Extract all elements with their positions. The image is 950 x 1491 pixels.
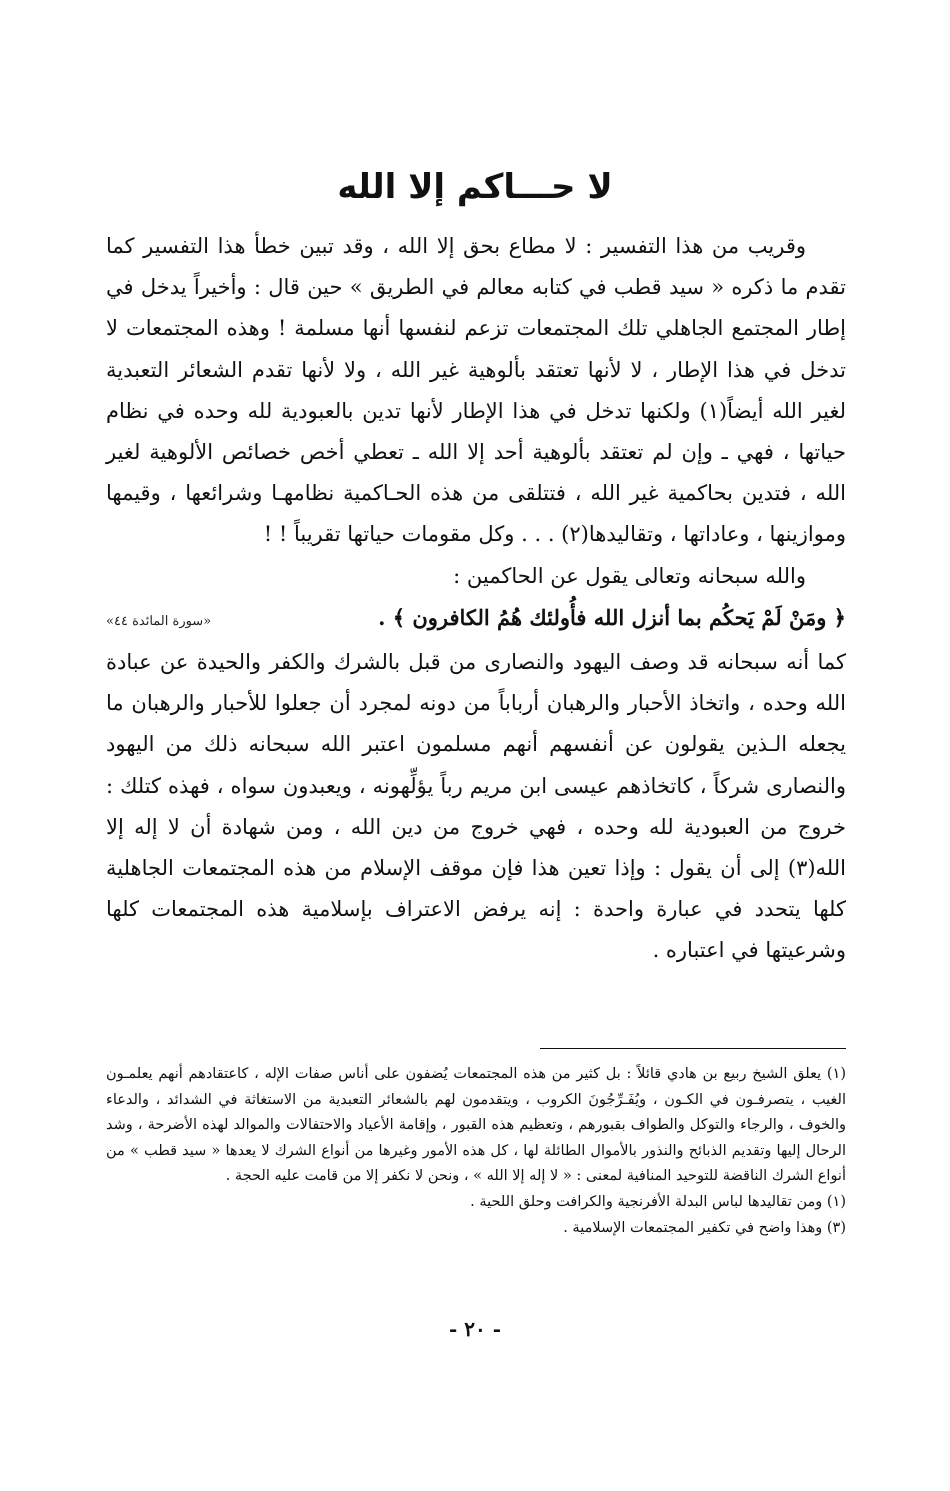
page-title: لا حـــاكم إلا الله: [337, 167, 613, 207]
page-number: - ٢٠ -: [448, 1317, 501, 1341]
footnote-3: (٣) وهذا واضح في تكفير المجتمعات الإسلامية .: [563, 1219, 846, 1236]
quran-verse-line: [106, 597, 846, 642]
footnote-2: (١) ومن تقاليدها لباس البدلة الأفرنجية والكرافت وحلق اللحية .: [470, 1193, 846, 1210]
footnote-divider: [540, 1048, 846, 1049]
paragraph-1: وقريب من هذا التفسير : لا مطاع بحق إلا الله ، وقد تبين خطأ هذا التفسير كما تقدم ما ذكره « سيد قطب في كتابه معالم في الطريق » حين قال : وأخيراً يدخل في إطار المجتمع الجاهلي تلك المجتمعات تزعم لنفسها أنها مسلمة ! وهذه المجتمعات لا تدخل في هذا الإطار ، لا لأنها تعتقد بألوهية غير الله ، ولا لأنها تقدم الشعائر التعبدية لغير الله أيضاً(١) ولكنها تدخل في هذا الإطار لأنها تدين بالعبودية لله وحده في نظام حياتها ، فهي ـ وإن لم تعتقد بألوهية أحد إلا الله ـ تعطي أخص خصائص الألوهية لغير الله ، فتدين بحاكمية غير الله ، فتتلقى من هذه الحـاكمية نظامهـا وشرائعها ، وقيمها وموازينها ، وعاداتها ، وتقاليدها(٢) . . . وكل مقومات حياتها تقريباً ! !: [106, 234, 847, 547]
quran-verse: ﴿ ومَنْ لَمْ يَحكُم بما أنزل الله فأُولئك هُمُ الكافرون ﴾ .: [378, 604, 846, 630]
paragraph-3: كما أنه سبحانه قد وصف اليهود والنصارى من قبل بالشرك والكفر والحيدة عن عبادة الله وحده ، واتخاذ الأحبار والرهبان أرباباً من دونه لمجرد أن جعلوا للأحبار والرهبان ما يجعله الـذين يقولون عن أنفسهم أنهم مسلمون اعتبر الله سبحانه ذلك من اليهود والنصارى شركاً ، كاتخاذهم عيسى ابن مريم رباً يؤلِّهونه ، ويعبدون سواه ، فهذه كتلك : خروج من العبودية لله وحده ، فهي خروج من دين الله ، ومن شهادة أن لا إله إلا الله(٣) إلى أن يقول : وإذا تعين هذا فإن موقف الإسلام من هذه المجتمعات الجاهلية كلها يتحدد في عبارة واحدة : إنه يرفض الاعتراف بإسلامية هذه المجتمعات كلها وشرعيتها في اعتباره .: [106, 650, 846, 963]
footnotes: [106, 1062, 846, 1241]
quran-reference: «سورة المائدة ٤٤»: [106, 613, 212, 629]
main-text: [106, 226, 846, 972]
paragraph-2: والله سبحانه وتعالى يقول عن الحاكمين :: [453, 563, 806, 588]
footnote-1: (١) يعلق الشيخ ربيع بن هادي قائلاً : بل كثير من هذه المجتمعات يُضفون على أناس صفات الإله ، كاعتقادهم أنهم يعلمـون الغيب ، يتصرفـون في الكـون ، ويُفَـرِّجُونَ الكروب ، ويتقدمون لهم بالشعائر التعبدية من الاستغاثة في الشدائد ، والدعاء والخوف ، والرجاء والتوكل والطواف بقبورهم ، وتعظيم هذه القبور ، وإقامة الأعياد والاحتفالات والموالد لهذه الأضرحة ، وشد الرحال إليها وتقديم الذبائح والنذور بالأموال الطائلة لها ، كل هذه الأمور وغيرها من أنواع الشرك لا يعدها « سيد قطب » من أنواع الشرك الناقضة للتوحيد المنافية لمعنى : « لا إله إلا الله » ، ونحن لا نكفر إلا من قامت عليه الحجة .: [106, 1066, 846, 1185]
